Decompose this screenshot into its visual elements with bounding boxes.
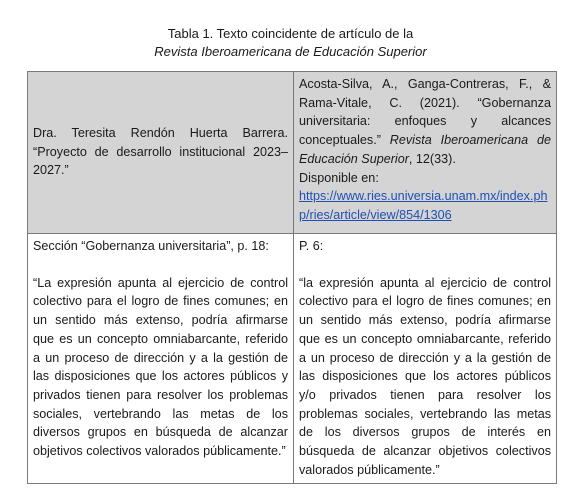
table-body-row — [28, 234, 557, 484]
comparison-table — [27, 71, 557, 484]
article-journal: Revista Iberoamericana de Educación Superior — [299, 133, 551, 166]
article-available-label: Disponible en: — [299, 170, 379, 185]
table-header-row — [28, 72, 557, 234]
table-caption — [0, 25, 581, 61]
source-section-reference: Sección “Gobernanza universitaria”, p. 18: — [33, 239, 269, 253]
caption-title: Tabla 1. Texto coincidente de artículo de la — [167, 26, 414, 41]
body-cell-article — [294, 234, 557, 484]
body-cell-source — [28, 234, 294, 484]
source-quote: “La expresión apunta al ejercicio de control colectivo para el logro de fines comunes; en un sentido más extenso, podría afirmarse que es un concepto omniabarcante, referido a un proceso de dirección y a la gestión de las disposiciones que los actores públicos y privados tienen para resolver los problemas sociales, vertebrando las metas de los diversos grupos en búsqueda de alcanzar objetivos colectivos valorados públicamente.” — [33, 275, 288, 459]
article-quote: “la expresión apunta al ejercicio de control colectivo para el logro de fines comunes; en un sentido más extenso, podría afirmarse que es un concepto omniabarcante, referido a un proceso de dirección y a la gestión de las disposiciones que los actores públicos y/o privados tienen para resolver los problemas sociales, vertebrando las metas de los diversos grupos de interés en búsqueda de alcanzar objetivos colectivos valorados públicamente.” — [299, 275, 551, 477]
caption-journal-name: Revista Iberoamericana de Educación Superior — [154, 44, 427, 59]
header-cell-source — [28, 72, 294, 234]
article-url-link[interactable]: https://www.ries.universia.unam.mx/index.php/ries/article/view/854/1306 — [299, 189, 548, 222]
article-page-reference: P. 6: — [299, 239, 324, 253]
article-volume: , 12(33). — [408, 151, 456, 166]
source-document-citation: Dra. Teresita Rendón Huerta Barrera. “Proyecto de desarrollo institucional 2023–2027.” — [33, 125, 288, 178]
header-cell-article — [294, 72, 557, 234]
article-authors-title: Acosta-Silva, A., Ganga-Contreras, F., & Rama-Vitale, C. (2021). “Gobernanza universitaria: enfoques y alcances conceptuales.” — [299, 77, 551, 148]
